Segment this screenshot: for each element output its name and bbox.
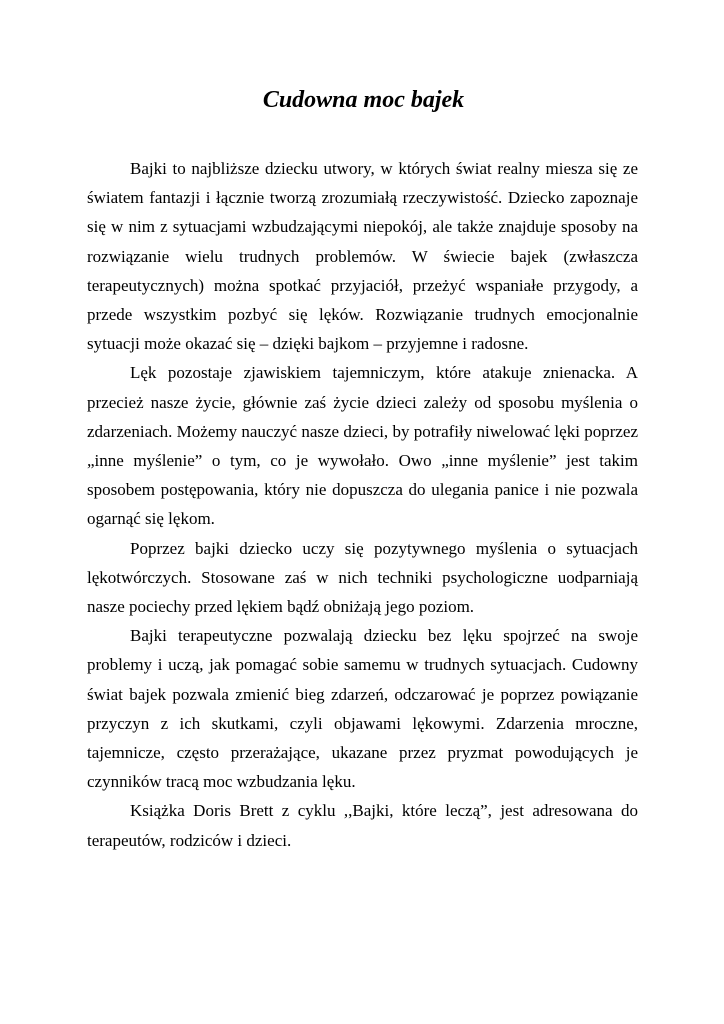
- paragraph-5: Książka Doris Brett z cyklu ,,Bajki, które leczą”, jest adresowana do terapeutów, rodziców i dzieci.: [87, 801, 638, 850]
- document-title: Cudowna moc bajek: [262, 87, 465, 113]
- paragraph-3: Poprzez bajki dziecko uczy się pozytywnego myślenia o sytuacjach lękotwórczych. Stosowane zaś w nich techniki psychologiczne uodparniają nasze pociechy przed lękiem bądź obniżają jego poziom.: [87, 538, 638, 617]
- document-body: [87, 154, 638, 855]
- paragraph-2: Lęk pozostaje zjawiskiem tajemniczym, które atakuje znienacka. A przecież nasze życie, głównie zaś życie dzieci zależy od sposobu myślenia o zdarzeniach. Możemy nauczyć nasze dzieci, by potrafiły niwelować lęki poprzez „inne myślenie” o tym, co je wywołało. Owo „inne myślenie” jest takim sposobem postępowania, który nie dopuszcza do ulegania panice i nie pozwala ogarnąć się lękom.: [87, 363, 638, 529]
- paragraph-4: Bajki terapeutyczne pozwalają dziecku bez lęku spojrzeć na swoje problemy i uczą, jak pomagać sobie samemu w trudnych sytuacjach. Cudowny świat bajek pozwala zmienić bieg zdarzeń, odczarować je poprzez powiązanie przyczyn z ich skutkami, czyli objawami lękowymi. Zdarzenia mroczne, tajemnicze, często przerażające, ukazane przez pryzmat powodujących je czynników tracą moc wzbudzania lęku.: [87, 626, 638, 792]
- paragraph-1: Bajki to najbliższe dziecku utwory, w których świat realny miesza się ze światem fantazji i łącznie tworzą zrozumiałą rzeczywistość. Dziecko zapoznaje się w nim z sytuacjami wzbudzającymi niepokój, ale także znajduje sposoby na rozwiązanie wielu trudnych problemów. W świecie bajek (zwłaszcza terapeutycznych) można spotkać przyjaciół, przeżyć wspaniałe przygody, a przede wszystkim pozbyć się lęków. Rozwiązanie trudnych emocjonalnie sytuacji może okazać się – dzięki bajkom – przyjemne i radosne.: [87, 159, 638, 354]
